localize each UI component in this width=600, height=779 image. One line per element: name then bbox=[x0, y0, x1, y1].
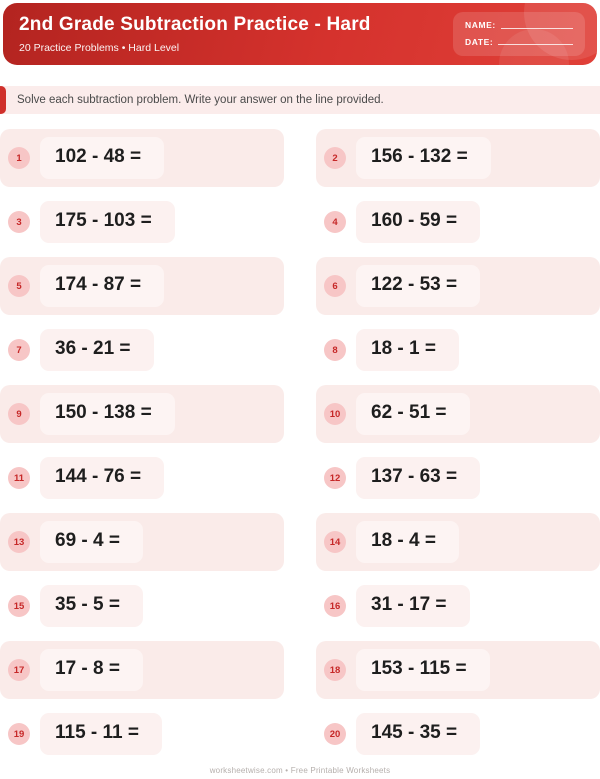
problem-number-badge: 8 bbox=[324, 339, 346, 361]
problem-box bbox=[40, 649, 143, 691]
problem-number-badge: 11 bbox=[8, 467, 30, 489]
problem-row bbox=[316, 449, 600, 507]
problem-row bbox=[0, 193, 284, 251]
problem-box bbox=[40, 393, 175, 435]
name-write-line[interactable] bbox=[501, 28, 573, 29]
problem-expression: 160 - 59 = bbox=[371, 210, 458, 231]
problem-expression: 17 - 8 = bbox=[55, 658, 120, 679]
problem-number-badge: 17 bbox=[8, 659, 30, 681]
date-row bbox=[465, 38, 573, 47]
page-title: 2nd Grade Subtraction Practice - Hard bbox=[19, 14, 371, 35]
problem-expression: 137 - 63 = bbox=[371, 466, 458, 487]
problem-number-badge: 12 bbox=[324, 467, 346, 489]
problem-box bbox=[356, 649, 490, 691]
problem-row bbox=[0, 513, 284, 571]
problem-number-badge: 13 bbox=[8, 531, 30, 553]
problem-number-badge: 3 bbox=[8, 211, 30, 233]
problem-number-badge: 14 bbox=[324, 531, 346, 553]
problem-box bbox=[40, 585, 143, 627]
problem-row bbox=[316, 705, 600, 763]
instruction-accent-bar bbox=[0, 86, 6, 114]
problem-row bbox=[0, 641, 284, 699]
problem-number-badge: 1 bbox=[8, 147, 30, 169]
problem-expression: 35 - 5 = bbox=[55, 594, 120, 615]
problem-row bbox=[0, 129, 284, 187]
problem-expression: 153 - 115 = bbox=[371, 658, 467, 679]
problem-box bbox=[356, 393, 470, 435]
page-subtitle: 20 Practice Problems • Hard Level bbox=[19, 42, 180, 54]
name-row bbox=[465, 21, 573, 30]
date-write-line[interactable] bbox=[498, 44, 573, 45]
problem-number-badge: 9 bbox=[8, 403, 30, 425]
problem-row bbox=[0, 705, 284, 763]
name-label: NAME: bbox=[465, 20, 496, 30]
problem-row bbox=[316, 385, 600, 443]
instruction-bar bbox=[0, 86, 600, 114]
problem-expression: 18 - 1 = bbox=[371, 338, 436, 359]
problem-box bbox=[40, 137, 164, 179]
problem-expression: 18 - 4 = bbox=[371, 530, 436, 551]
problem-expression: 31 - 17 = bbox=[371, 594, 447, 615]
problem-box bbox=[40, 521, 143, 563]
problem-number-badge: 16 bbox=[324, 595, 346, 617]
problem-expression: 36 - 21 = bbox=[55, 338, 131, 359]
date-label: DATE: bbox=[465, 36, 494, 47]
problem-row bbox=[316, 641, 600, 699]
problem-expression: 150 - 138 = bbox=[55, 402, 152, 423]
problem-expression: 144 - 76 = bbox=[55, 466, 142, 487]
problem-box bbox=[40, 713, 162, 755]
problem-row bbox=[0, 257, 284, 315]
problem-number-badge: 2 bbox=[324, 147, 346, 169]
problem-row bbox=[316, 129, 600, 187]
problem-box bbox=[356, 585, 470, 627]
problem-row bbox=[0, 449, 284, 507]
problem-row bbox=[0, 385, 284, 443]
problem-box bbox=[356, 329, 459, 371]
problem-box bbox=[356, 713, 480, 755]
footer-credit: worksheetwise.com • Free Printable Worksheets bbox=[209, 766, 391, 775]
problems-grid bbox=[0, 129, 600, 763]
problem-expression: 69 - 4 = bbox=[55, 530, 120, 551]
problem-box bbox=[356, 265, 480, 307]
problem-expression: 115 - 11 = bbox=[55, 722, 139, 743]
problem-expression: 156 - 132 = bbox=[371, 146, 468, 167]
problem-expression: 62 - 51 = bbox=[371, 402, 447, 423]
problem-number-badge: 18 bbox=[324, 659, 346, 681]
problem-number-badge: 6 bbox=[324, 275, 346, 297]
problem-number-badge: 19 bbox=[8, 723, 30, 745]
problem-row bbox=[0, 577, 284, 635]
problem-box bbox=[40, 457, 164, 499]
problem-expression: 122 - 53 = bbox=[371, 274, 458, 295]
problem-row bbox=[316, 193, 600, 251]
problem-box bbox=[40, 329, 154, 371]
problem-box bbox=[40, 265, 164, 307]
name-date-panel bbox=[453, 12, 585, 56]
problem-expression: 175 - 103 = bbox=[55, 210, 152, 231]
problem-number-badge: 7 bbox=[8, 339, 30, 361]
problem-box bbox=[356, 137, 491, 179]
problem-number-badge: 10 bbox=[324, 403, 346, 425]
problem-row bbox=[316, 257, 600, 315]
problem-expression: 174 - 87 = bbox=[55, 274, 142, 295]
problem-box bbox=[356, 201, 480, 243]
problem-row bbox=[316, 577, 600, 635]
problem-expression: 145 - 35 = bbox=[371, 722, 458, 743]
worksheet-page bbox=[0, 3, 600, 779]
problem-expression: 102 - 48 = bbox=[55, 146, 142, 167]
problem-number-badge: 15 bbox=[8, 595, 30, 617]
problem-number-badge: 20 bbox=[324, 723, 346, 745]
problem-row bbox=[316, 513, 600, 571]
problem-row bbox=[0, 321, 284, 379]
problem-box bbox=[356, 521, 459, 563]
problem-row bbox=[316, 321, 600, 379]
problem-box bbox=[40, 201, 175, 243]
problem-number-badge: 4 bbox=[324, 211, 346, 233]
instruction-text: Solve each subtraction problem. Write your answer on the line provided. bbox=[17, 94, 384, 106]
problem-number-badge: 5 bbox=[8, 275, 30, 297]
problem-box bbox=[356, 457, 480, 499]
worksheet-header bbox=[3, 3, 597, 65]
